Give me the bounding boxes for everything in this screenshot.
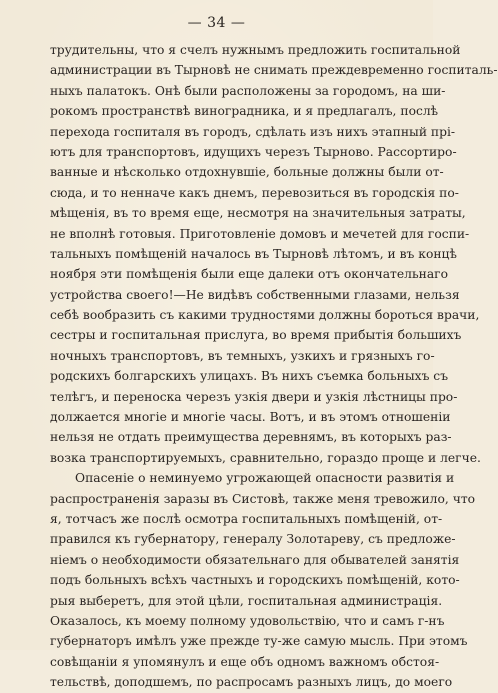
text-line: не вполнѣ готовыя. Приготовленіе домовъ и мечетей для госпи- (50, 226, 470, 241)
text-line: распространенія заразы въ Систовѣ, также меня тревожило, что (50, 491, 476, 506)
text-line: тельствѣ, доподшемъ, по распросамъ разныхъ лицъ, до моего (50, 675, 453, 690)
text-line: губернаторъ имѣлъ уже прежде ту-же самую мысль. При этомъ (50, 634, 468, 649)
text-line: тальныхъ помѣщеній началось въ Тырновѣ лѣтомъ, и въ концѣ (50, 246, 457, 261)
text-line: нельзя не отдать преимущества деревнямъ, въ которыхъ раз- (50, 430, 452, 445)
paragraph (50, 40, 498, 468)
body-text (50, 40, 498, 693)
text-line: ныхъ палатокъ. Онѣ были расположены за городомъ, на ши- (50, 83, 446, 98)
text-line: подъ больныхъ всѣхъ частныхъ и городскихъ помѣщеній, кото- (50, 573, 460, 588)
text-line: совѣщаніи я упомянулъ и еще объ одномъ важномъ обстоя- (50, 654, 440, 669)
text-line: Оказалось, къ моему полному удовольствію, что и самъ г-нъ (50, 613, 445, 628)
text-line: себѣ вообразить съ какими трудностями должны бороться врачи, (50, 308, 480, 323)
text-line: родскихъ болгарскихъ улицахъ. Въ нихъ съемка больныхъ съ (50, 369, 449, 384)
text-line: возка транспортируемыхъ, сравнительно, гораздо проще и легче. (50, 450, 481, 465)
text-line: устройства своего!—Не видѣвъ собственными глазами, нельзя (50, 287, 460, 302)
text-line: я, тотчасъ же послѣ осмотра госпитальныхъ помѣщеній, от- (50, 511, 443, 526)
text-line: ніемъ о необходимости обязательнаго для обывателей занятія (50, 552, 460, 567)
text-line: Опасеніе о неминуемо угрожающей опасности развитія и (75, 471, 455, 486)
text-line: сестры и госпитальная прислуга, во время прибытія большихъ (50, 328, 462, 343)
paragraph (50, 468, 476, 692)
text-line: рокомъ пространствѣ виноградника, и я предлагалъ, послѣ (50, 104, 439, 119)
page-number: — 34 — (187, 15, 246, 31)
text-line: должается многіе и многіе часы. Вотъ, и въ этомъ отношеніи (50, 410, 451, 425)
text-line: телѣгъ, и переноска черезъ узкія двери и узкія лѣстницы про- (50, 389, 458, 404)
text-line: ноября эти помѣщенія были еще далеки отъ окончательнаго (50, 267, 449, 282)
text-line: ночныхъ транспортовъ, въ темныхъ, узкихъ и грязныхъ го- (50, 348, 435, 363)
text-line: трудительны, что я счелъ нужнымъ предложить госпитальной (50, 43, 461, 57)
text-line: перехода госпиталя въ городъ, сдѣлать изъ нихъ этапный прі- (50, 124, 456, 139)
text-line: ютъ для транспортовъ, идущихъ черезъ Тырново. Расcортиро- (50, 144, 457, 159)
text-line: мѣщенія, въ то время еще, несмотря на значительныя затраты, (50, 206, 466, 221)
text-line: рыя выберетъ, для этой цѣли, госпитальная администрація. (50, 593, 443, 608)
text-line: правился къ губернатору, генералу Золотареву, съ предложе- (50, 532, 456, 547)
text-line: ванные и нѣсколько отдохнувшіе, больные должны были от- (50, 165, 444, 180)
text-line: администрации въ Тырновѣ не снимать преждевременно госпиталь- (50, 63, 498, 78)
text-line: сюда, и то ненначе какъ днемъ, перевозиться въ городскія по- (50, 185, 459, 200)
